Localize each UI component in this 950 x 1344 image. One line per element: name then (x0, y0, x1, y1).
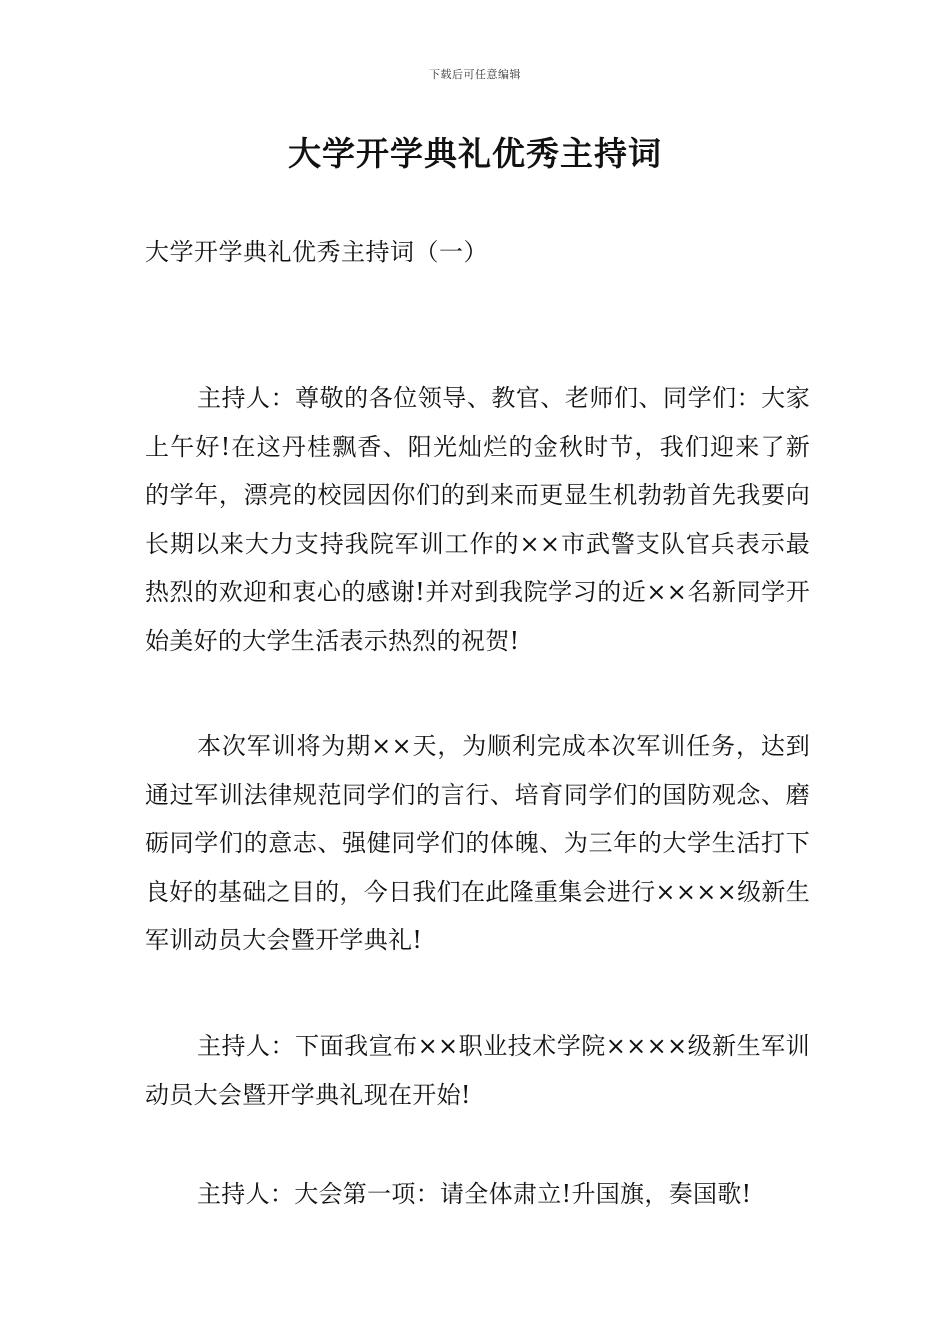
section-heading: 大学开学典礼优秀主持词（一） (145, 238, 488, 266)
paragraph-ceremony-start: 主持人：下面我宣布××职业技术学院××××级新生军训动员大会暨开学典礼现在开始! (145, 1032, 810, 1109)
paragraph-first-item: 主持人：大会第一项：请全体肃立!升国旗，奏国歌! (197, 1180, 752, 1208)
header-note: 下载后可任意编辑 (429, 68, 521, 81)
paragraph-training-purpose: 本次军训将为期××天，为顺利完成本次军训任务，达到通过军训法律规范同学们的言行、培育同学们的国防观念、磨砺同学们的意志、强健同学们的体魄、为三年的大学生活打下良好的基础之目的，今日我们在此隆重集会进行××××级新生军训动员大会暨开学典礼! (145, 732, 810, 954)
document-title: 大学开学典礼优秀主持词 (288, 134, 662, 173)
paragraph-opening-remarks: 主持人：尊敬的各位领导、教官、老师们、同学们：大家上午好!在这丹桂飘香、阳光灿烂的金秋时节，我们迎来了新的学年，漂亮的校园因你们的到来而更显生机勃勃首先我要向长期以来大力支持我院军训工作的××市武警支队官兵表示最热烈的欢迎和衷心的感谢!并对到我院学习的近××名新同学开始美好的大学生活表示热烈的祝贺! (145, 384, 810, 655)
